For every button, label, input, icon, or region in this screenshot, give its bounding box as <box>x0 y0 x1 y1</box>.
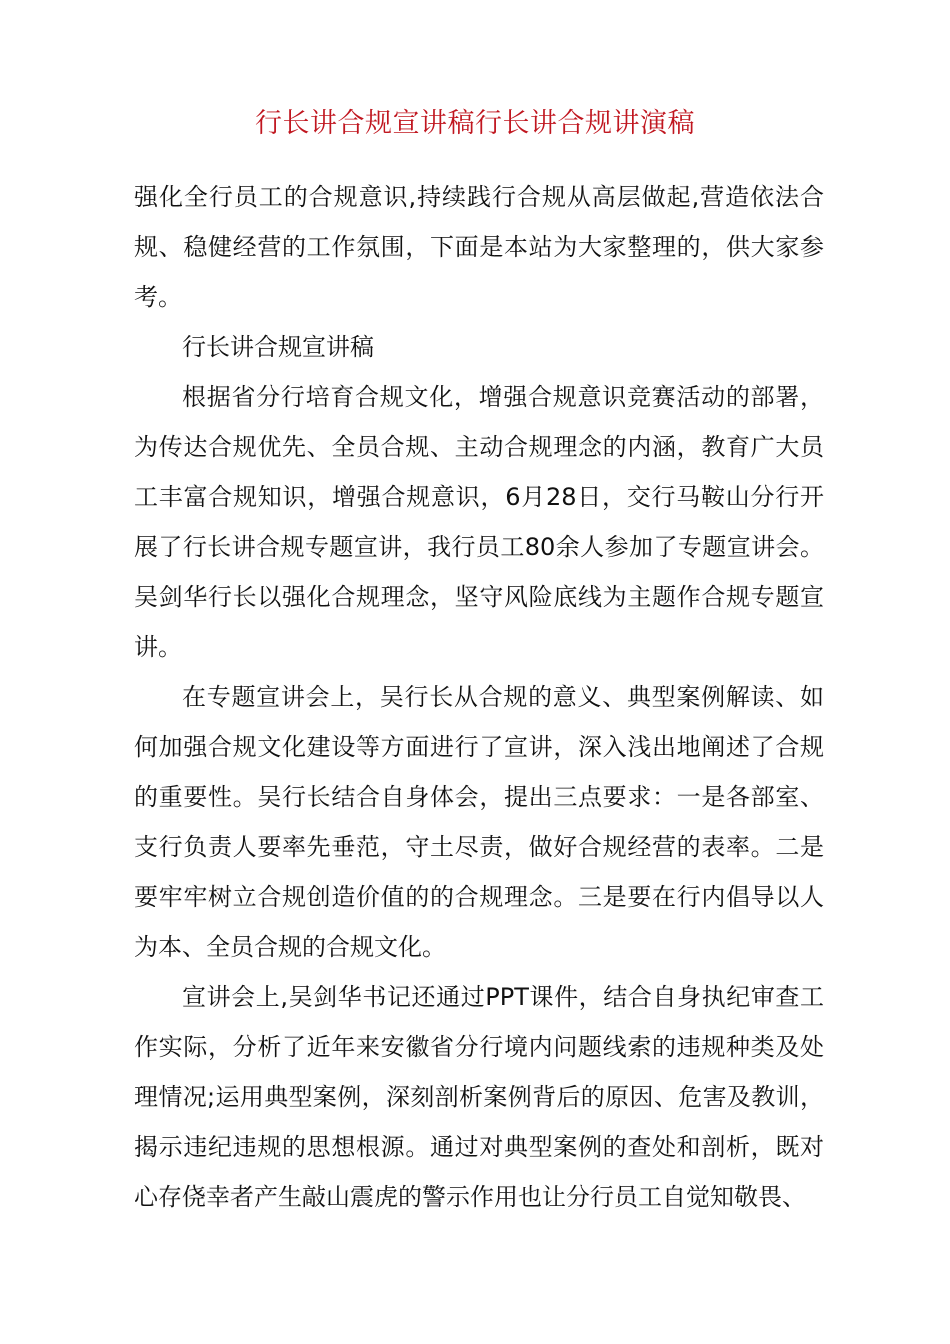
intro-paragraph: 强化全行员工的合规意识,持续践行合规从高层做起,营造依法合规、稳健经营的工作氛围，下面是本站为大家整理的，供大家参考。 <box>134 183 824 311</box>
section-subheading: 行长讲合规宣讲稿 <box>182 333 374 361</box>
document-title: 行长讲合规宣讲稿行长讲合规讲演稿 <box>255 108 695 139</box>
body-paragraph-3: 宣讲会上,吴剑华书记还通过PPT课件，结合自身执纪审查工作实际，分析了近年来安徽省分行境内问题线索的违规种类及处理情况;运用典型案例，深刻剖析案例背后的原因、危害及教训，揭示违纪违规的思想根源。通过对典型案例的查处和剖析，既对心存侥幸者产生敲山震虎的警示作用也让分行员工自觉知敬畏、 <box>134 983 824 1211</box>
document-body <box>134 172 824 1222</box>
body-paragraph-2: 在专题宣讲会上，吴行长从合规的意义、典型案例解读、如何加强合规文化建设等方面进行了宣讲，深入浅出地阐述了合规的重要性。吴行长结合自身体会，提出三点要求：一是各部室、支行负责人要率先垂范，守土尽责，做好合规经营的表率。二是要牢牢树立合规创造价值的的合规理念。三是要在行内倡导以人为本、全员合规的合规文化。 <box>134 683 824 961</box>
body-paragraph-1: 根据省分行培育合规文化，增强合规意识竞赛活动的部署，为传达合规优先、全员合规、主动合规理念的内涵，教育广大员工丰富合规知识，增强合规意识，6月28日，交行马鞍山分行开展了行长讲合规专题宣讲，我行员工80余人参加了专题宣讲会。吴剑华行长以强化合规理念，坚守风险底线为主题作合规专题宣讲。 <box>134 383 824 661</box>
